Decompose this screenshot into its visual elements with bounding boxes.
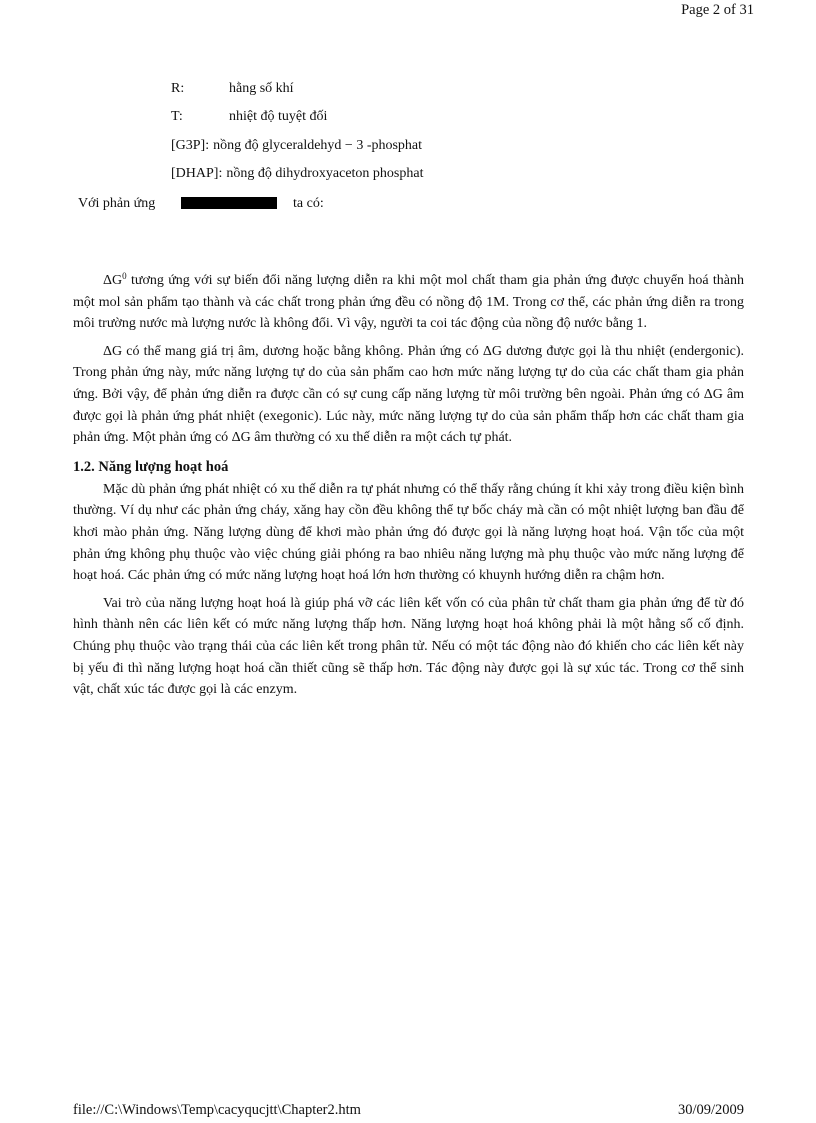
definition-key: T: xyxy=(171,109,183,124)
delta-g-symbol: ΔG xyxy=(103,273,123,288)
section-heading: 1.2. Năng lượng hoạt hoá xyxy=(73,458,229,475)
reaction-prefix: Với phản ứng xyxy=(78,196,156,211)
superscript-zero: 0 xyxy=(122,271,127,281)
definition-t xyxy=(171,108,327,126)
definition-desc: nồng độ dihydroxyaceton phosphat xyxy=(226,166,424,181)
definition-desc: hằng số khí xyxy=(229,81,294,96)
paragraph-activation-energy: Mặc dù phản ứng phát nhiệt có xu thế diễn ra tự phát nhưng có thể thấy rằng chúng ít khi xảy trong điều kiện bình thường. Ví dụ như các phản ứng cháy, xăng hay cồn đều không thể tự bốc cháy mà cần có một nhiệt lượng ban đầu để khơi mào phản ứng. Năng lượng dùng để khơi mào phản ứng đó được gọi là năng lượng hoạt hoá. Vận tốc của một phản ứng không phụ thuộc vào việc chúng giải phóng ra bao nhiêu năng lượng mà phụ thuộc vào mức năng lượng để hoạt hoá. Các phản ứng có mức năng lượng hoạt hoá lớn hơn thường có khuynh hướng diễn ra chậm hơn. xyxy=(73,481,744,584)
definition-key: R: xyxy=(171,81,185,96)
definition-desc: nhiệt độ tuyệt đối xyxy=(229,109,328,124)
redacted-equation-image xyxy=(181,197,277,209)
definition-key: [DHAP]: xyxy=(171,166,223,181)
definition-r xyxy=(171,80,294,98)
definition-key: [G3P]: xyxy=(171,138,210,153)
footer-file-path: file://C:\Windows\Temp\cacyqucjtt\Chapter2.htm xyxy=(73,1102,361,1118)
paragraph-catalysis: Vai trò của năng lượng hoạt hoá là giúp phá vỡ các liên kết vốn có của phân tử chất tham gia phản ứng để từ đó hình thành nên các liên kết có mức năng lượng thấp hơn. Năng lượng hoạt hoá không phải là một hằng số cố định. Chúng phụ thuộc vào trạng thái của các liên kết trong phân tử. Nếu có một tác động nào đó khiến cho các liên kết này bị yếu đi thì năng lượng hoạt hoá cần thiết cũng sẽ thấp hơn. Tác động này được gọi là sự xúc tác. Trong cơ thể sinh vật, chất xúc tác được gọi là các enzym. xyxy=(73,595,744,698)
paragraph-text: tương ứng với sự biến đổi năng lượng diễn ra khi một mol chất tham gia phản ứng được chuyển hoá thành một mol sản phẩm tạo thành và các chất trong phản ứng đều có nồng độ 1M. Trong cơ thể, các phản ứng diễn ra trong môi trường nước mà lượng nước là không đổi. Vì vậy, người ta coi tác động của nồng độ nước bằng 1. xyxy=(73,273,744,332)
footer-date: 30/09/2009 xyxy=(677,1102,744,1118)
definition-desc: nồng độ glyceraldehyd − 3 -phosphat xyxy=(213,138,423,153)
page-number: Page 2 of 31 xyxy=(681,2,754,18)
paragraph-delta-g-sign: ΔG có thể mang giá trị âm, dương hoặc bằng không. Phản ứng có ΔG dương được gọi là thu nhiệt (endergonic). Trong phản ứng này, mức năng lượng tự do của sản phẩm cao hơn mức năng lượng tự do của các chất tham gia phản ứng. Bởi vậy, để phản ứng diễn ra được cần có sự cung cấp năng lượng từ môi trường bên ngoài. Phản ứng có ΔG âm được gọi là phản ứng phát nhiệt (exegonic). Lúc này, mức năng lượng tự do của sản phẩm thấp hơn các chất tham gia phản ứng. Một phản ứng có ΔG âm thường có xu thế diễn ra một cách tự phát. xyxy=(73,343,744,446)
definition-dhap xyxy=(171,165,423,183)
definition-g3p xyxy=(171,137,422,155)
reaction-suffix: ta có: xyxy=(293,196,324,211)
paragraph-delta-g0 xyxy=(73,270,744,335)
body-text xyxy=(73,270,744,707)
